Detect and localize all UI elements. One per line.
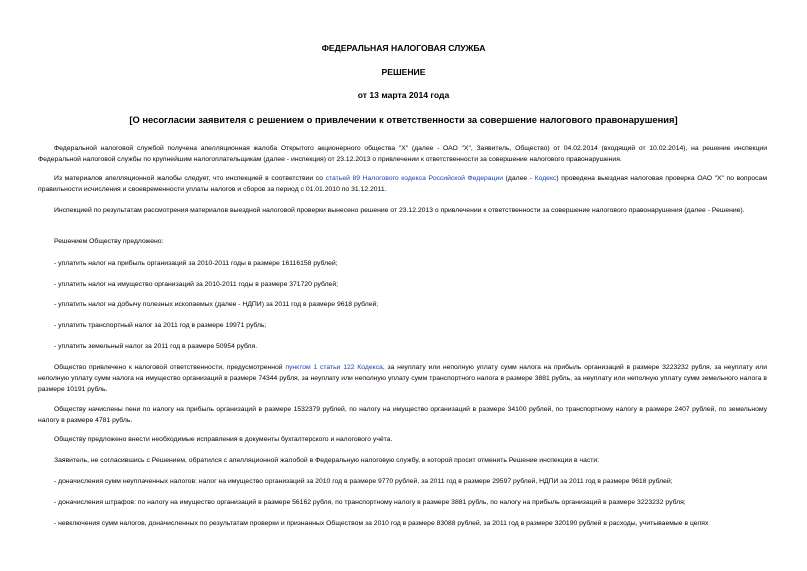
paragraph-decision: Инспекцией по результатам рассмотрения материалов выездной налоговой проверки вынесено решение от 23.12.2013 о привлечении к ответственности за совершение налогового правонарушения (далее - Решение). (54, 207, 745, 214)
list-item: - доначисления штрафов: по налогу на имущество организаций в размере 56162 рубля, по транспортному налогу в размере 3881 рубль, по налогу на прибыль организаций в размере 3223232 рубля; (54, 499, 686, 506)
text-segment: Из материалов апелляционной жалобы следует, что инспекцией в соответствии со (54, 175, 326, 182)
paragraph-proposed: Решением Обществу предложено: (54, 238, 164, 245)
paragraph-liability (38, 362, 767, 395)
paragraph-appeal: Заявитель, не согласившись с Решением, обратился с апелляционной жалобой в Федеральную налоговую службу, в которой просит отменить Решение инспекции в части: (54, 457, 600, 464)
text-segment: (далее - (503, 175, 535, 182)
document-subject: [О несогласии заявителя с решением о привлечении к ответственности за совершение налогового правонарушения] (129, 114, 678, 125)
text-segment: ) проведена выездная налоговая проверка ОАО "X" по вопросам правильности исчисления и своевременности уплаты налогов и сборов за период с 01.01.2010 по 31.12.2011. (38, 175, 768, 193)
text-segment: , за неуплату или неполную уплату сумм налога на прибыль организаций в размере 3223232 рубля, за неуплату или неполную уплату сумм налога на имущество организаций в размере 74344 рубля, за неуплату или неполную уплату сумм транспортного налога в размере 3881 рубль, за неуплату или неполную уплату сумм земельного налога в размере 10191 рубль. (38, 364, 767, 393)
list-item: - невключения сумм налогов, доначисленных по результатам проверки и признанных Обществом за 2010 год в размере 83088 рублей, за 2011 год в размере 320190 рублей в расходы, учитываемые в целях (54, 520, 709, 527)
list-item: - уплатить транспортный налог за 2011 год в размере 19971 рубль; (54, 322, 267, 329)
list-item: - уплатить налог на добычу полезных ископаемых (далее - НДПИ) за 2011 год в размере 9618 рублей; (54, 301, 379, 308)
list-item: - уплатить налог на прибыль организаций за 2010-2011 годы в размере 16116158 рублей; (54, 260, 338, 267)
document-type: РЕШЕНИЕ (381, 67, 426, 77)
list-item: - уплатить налог на имущество организаций за 2010-2011 годы в размере 371720 рублей; (54, 281, 339, 288)
paragraph-corrections: Обществу предложено внести необходимые исправления в документы бухгалтерского и налогового учёта. (54, 436, 393, 443)
article-89-link[interactable]: статьей 89 Налогового кодекса Российской Федерации (325, 175, 504, 182)
paragraph-audit (38, 173, 767, 195)
paragraph-complaint: Федеральной налоговой службой получена апелляционная жалоба Открытого акционерного общества "X" (далее - ОАО "X", Заявитель, Общество) от 04.02.2014 (входящий от 10.02.2014), на решение инспекции Федеральной налоговой службы по крупнейшим налогоплательщикам (далее - инспекция) от 23.12.2013 о привлечении к ответственности за совершение налогового правонарушения. (38, 145, 767, 163)
paragraph-penalties: Обществу начислены пени по налогу на прибыль организаций в размере 1532379 рублей, по налогу на имущество организаций в размере 34100 рублей, по транспортному налогу в размере 2407 рублей, по земельному налогу в размере 4781 рубль. (38, 406, 767, 424)
code-link[interactable]: Кодекс (534, 175, 557, 182)
document-date: от 13 марта 2014 года (357, 90, 450, 100)
list-item: - доначисления сумм неуплаченных налогов: налог на имущество организаций за 2010 год в размере 9770 рублей, за 2011 год в размере 29597 рублей, НДПИ за 2011 год в размере 9618 рублей; (54, 478, 673, 485)
list-item: - уплатить земельный налог за 2011 год в размере 50954 рубля. (54, 343, 258, 350)
text-segment: Общество привлечено к налоговой ответственности, предусмотренной (54, 364, 286, 371)
agency-title: ФЕДЕРАЛЬНАЯ НАЛОГОВАЯ СЛУЖБА (321, 43, 486, 53)
article-122-link[interactable]: пунктом 1 статьи 122 Кодекса (285, 364, 383, 371)
